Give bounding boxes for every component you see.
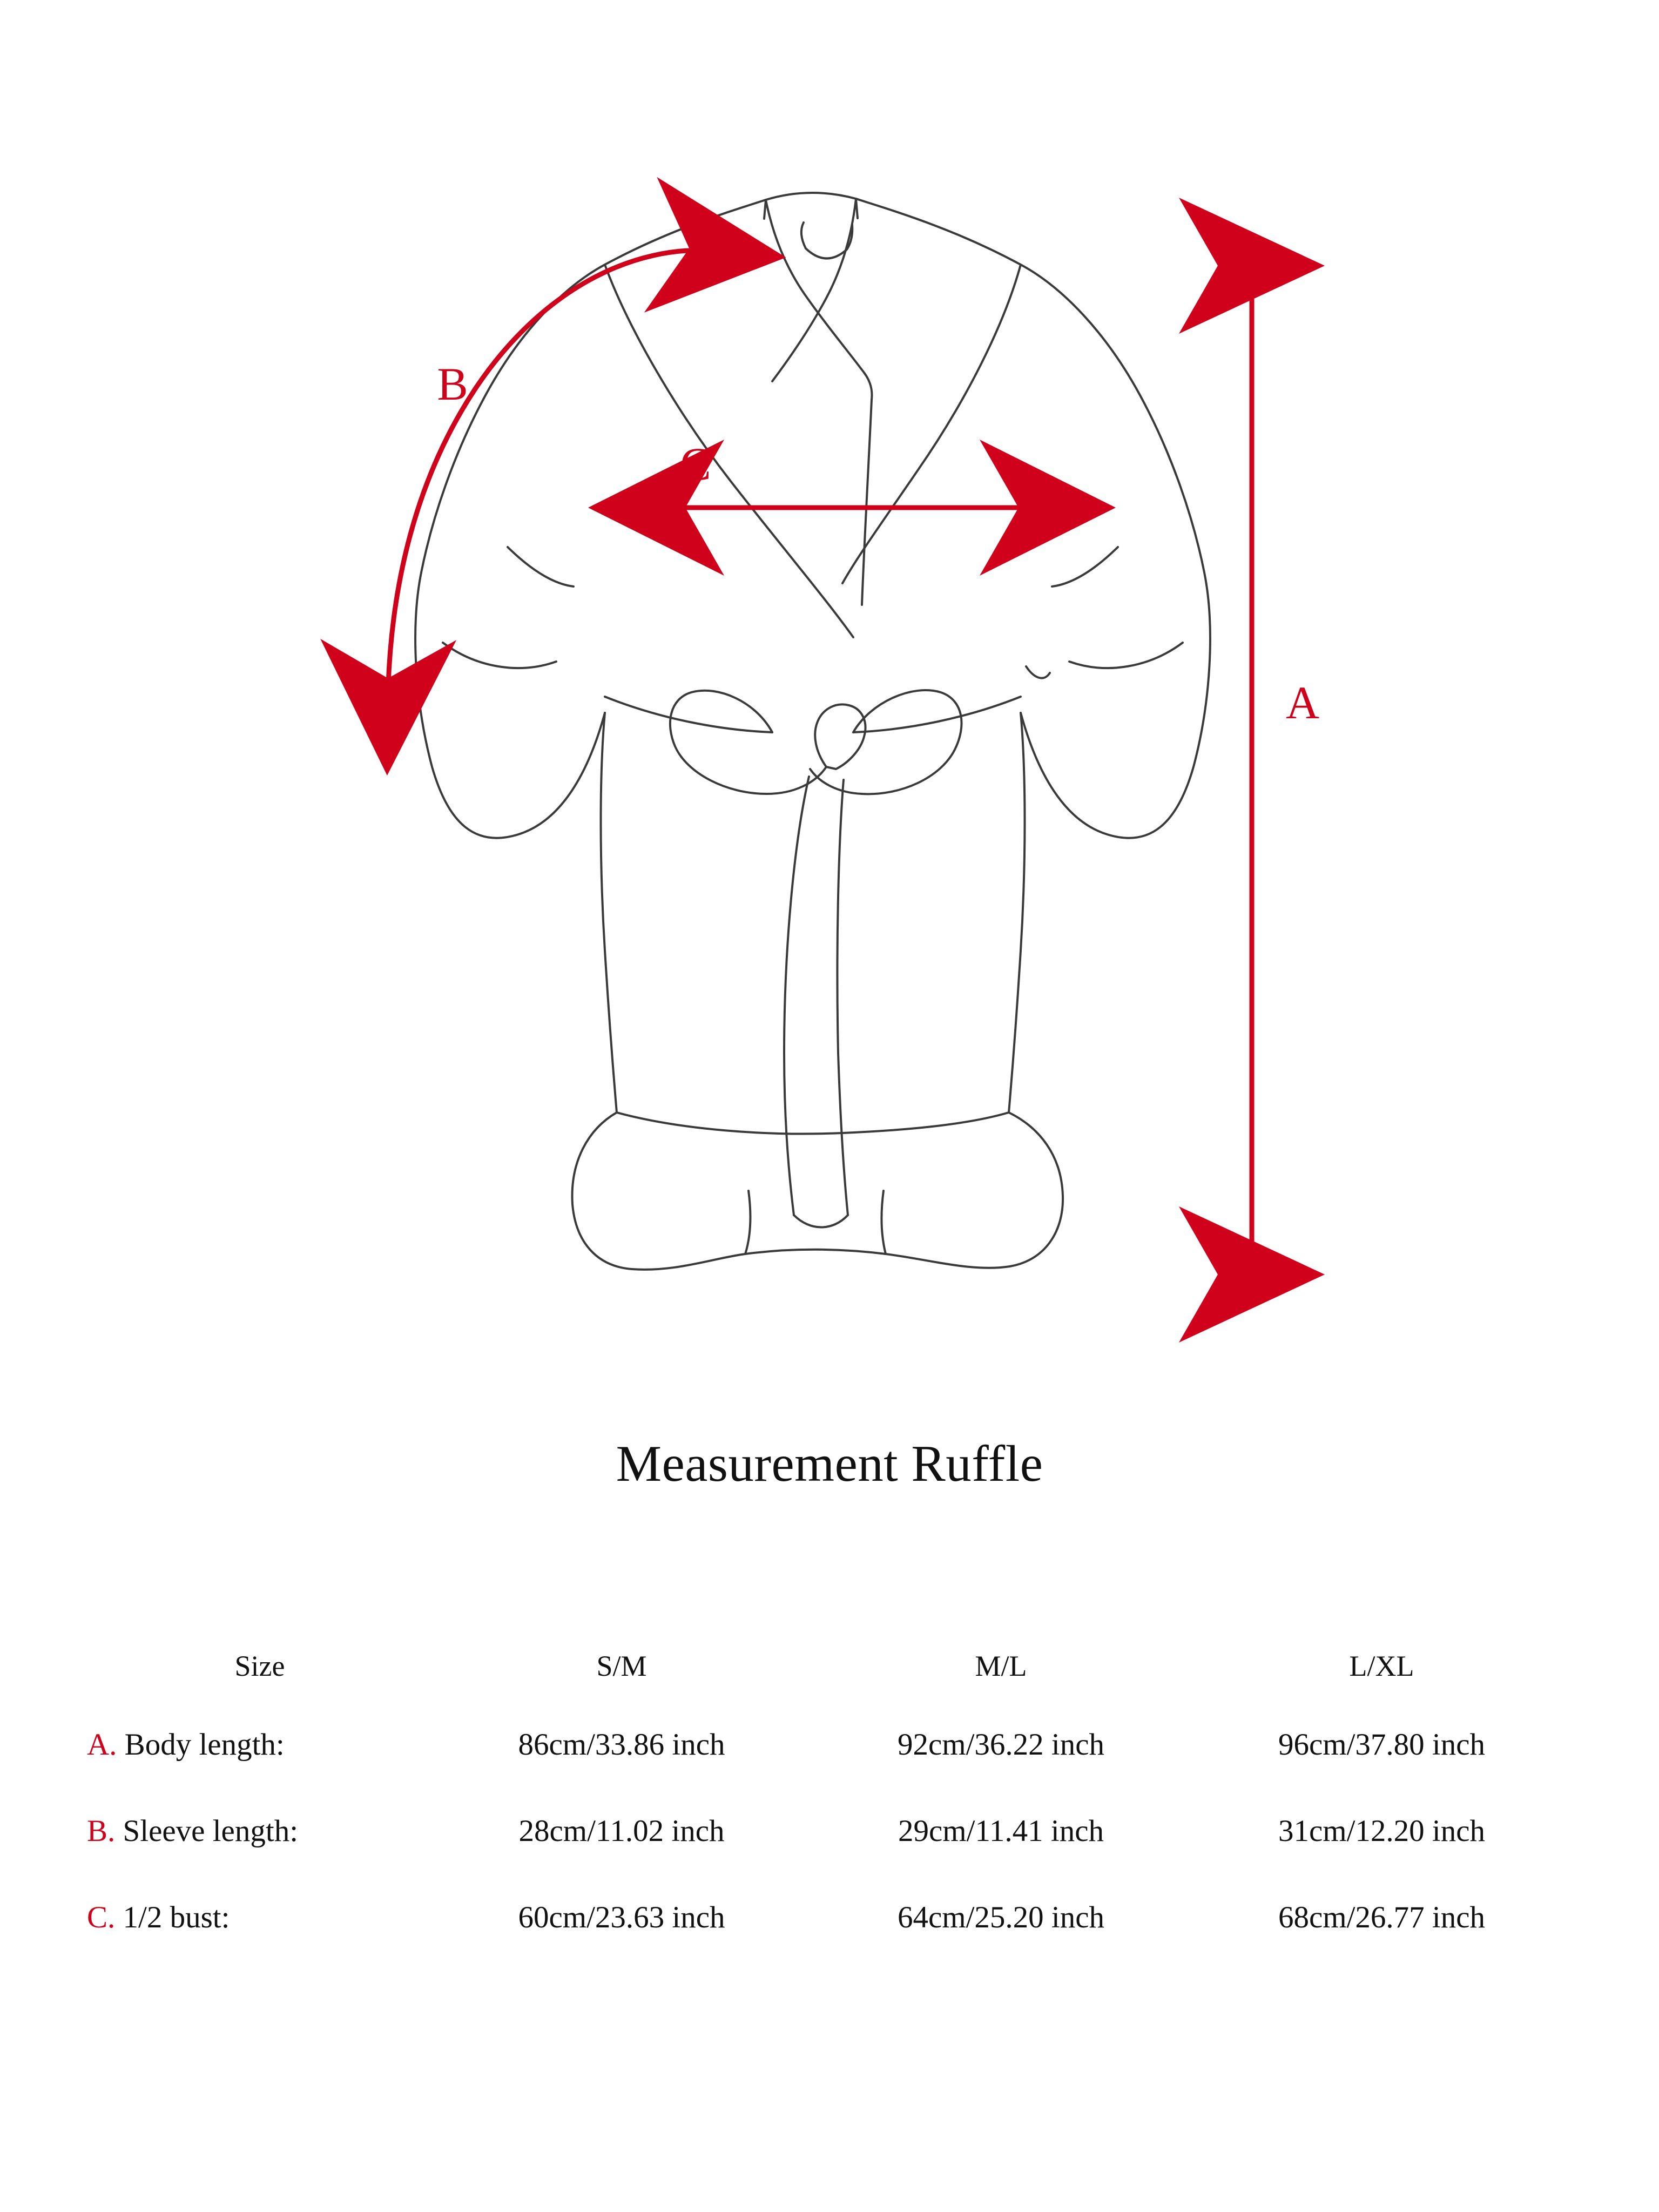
cell-sleeve-length-lxl: 31cm/12.20 inch bbox=[1278, 1813, 1486, 1848]
cell-body-length-ml: 92cm/36.22 inch bbox=[897, 1727, 1105, 1762]
table-row bbox=[87, 1874, 1572, 1960]
dimension-c-label: C bbox=[680, 438, 711, 490]
row-text-b: Sleeve length: bbox=[123, 1813, 299, 1848]
cell-body-length-lxl: 96cm/37.80 inch bbox=[1278, 1727, 1486, 1762]
row-marker-b: B. bbox=[87, 1813, 116, 1848]
dimension-b-arrow bbox=[388, 250, 718, 707]
robe-illustration bbox=[415, 193, 1210, 1270]
measurement-table bbox=[87, 1631, 1572, 1960]
cell-half-bust-ml: 64cm/25.20 inch bbox=[897, 1900, 1105, 1934]
dimension-b-label: B bbox=[437, 358, 468, 410]
cell-half-bust-lxl: 68cm/26.77 inch bbox=[1278, 1900, 1486, 1934]
row-marker-c: C. bbox=[87, 1900, 116, 1934]
cell-body-length-sm: 86cm/33.86 inch bbox=[518, 1727, 725, 1762]
cell-sleeve-length-ml: 29cm/11.41 inch bbox=[898, 1813, 1104, 1848]
header-size-ml: M/L bbox=[975, 1650, 1027, 1682]
header-size-lxl: L/XL bbox=[1349, 1650, 1414, 1682]
row-label-sleeve-length bbox=[87, 1788, 433, 1874]
row-marker-a: A. bbox=[87, 1727, 117, 1762]
table-row bbox=[87, 1701, 1572, 1788]
row-text-c: 1/2 bust: bbox=[123, 1900, 230, 1934]
header-size: Size bbox=[234, 1650, 285, 1682]
measurement-table-wrapper bbox=[0, 1631, 1659, 1960]
table-header-row bbox=[87, 1631, 1572, 1701]
dimension-a-label: A bbox=[1285, 677, 1320, 729]
row-label-body-length bbox=[87, 1701, 433, 1788]
row-text-a: Body length: bbox=[124, 1727, 285, 1762]
page-title: Measurement Ruffle bbox=[616, 1435, 1043, 1492]
cell-half-bust-sm: 60cm/23.63 inch bbox=[518, 1900, 725, 1934]
row-label-half-bust bbox=[87, 1874, 433, 1960]
cell-sleeve-length-sm: 28cm/11.02 inch bbox=[518, 1813, 725, 1848]
table-row bbox=[87, 1788, 1572, 1874]
header-size-sm: S/M bbox=[596, 1650, 647, 1682]
